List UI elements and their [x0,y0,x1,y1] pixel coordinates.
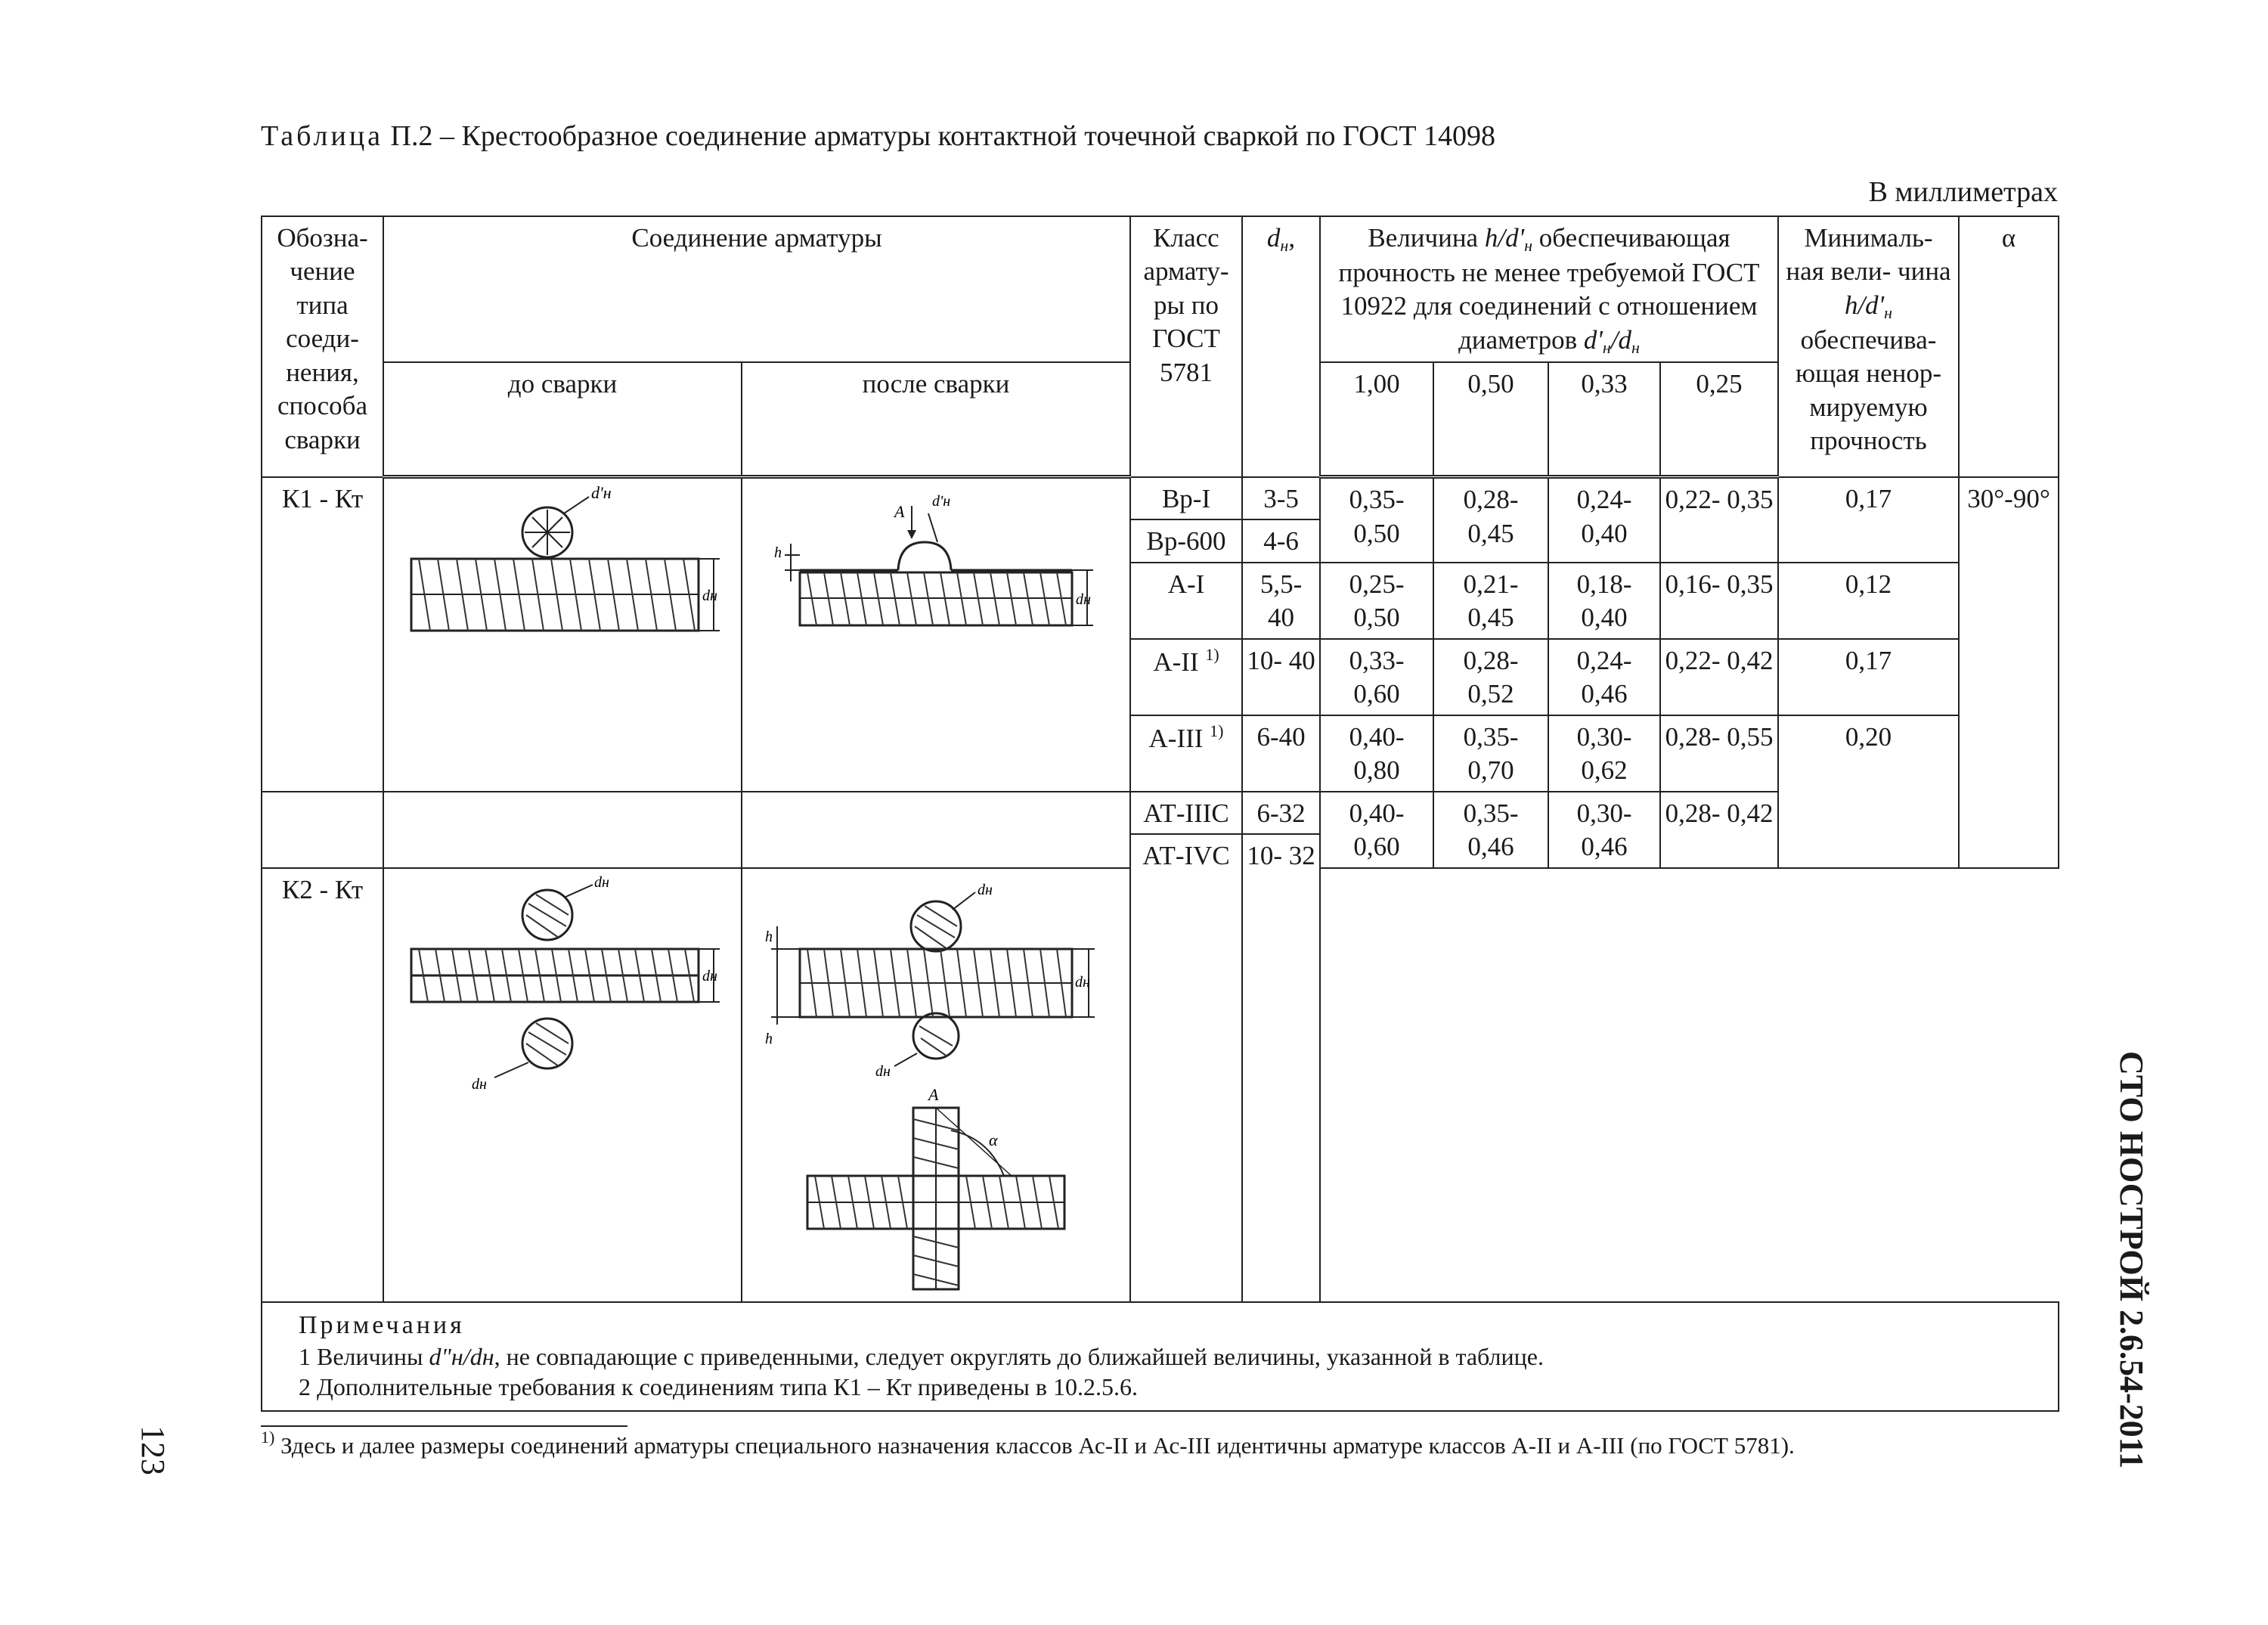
cell-ratio: 0,24- 0,46 [1548,639,1660,715]
row-k2-designation-spacer [262,792,383,868]
footnote-rule [261,1425,627,1427]
k2-before-dn-side-label: dн [702,967,717,985]
k1-after-dn-prime-label: d'н [932,493,951,510]
cell-ratio: 0,40- 0,60 [1320,792,1433,868]
figure-k1-before [383,477,742,792]
k2-after-h-top-label: h [765,928,773,945]
cell-ratio: 0,35- 0,70 [1433,715,1548,792]
notes-heading: Примечания [299,1310,465,1339]
cell-class: Вр-I [1130,477,1242,519]
cell-ratio: 0,30- 0,62 [1548,715,1660,792]
row-k1-designation: К1 - Кт [262,477,383,792]
header-after: после сварки [742,362,1130,477]
cell-class: А-III $^{1)}$ [1130,715,1242,792]
cell-ratio: 0,16- 0,35 [1660,563,1778,639]
cell-ratio: 0,22- 0,35 [1660,477,1778,563]
cell-dn: 6-40 [1242,715,1320,792]
cell-dn: 3-5 [1242,477,1320,519]
header-r050: 0,50 [1433,362,1548,477]
cell-ratio: 0,22- 0,42 [1660,639,1778,715]
header-dn: $d_н$, [1242,216,1320,477]
header-joint: Соединение арматуры [383,216,1130,362]
header-min: Минималь- ная вели- чина $h/d'_н$ обеспечива- ющая ненор- мируемую прочность [1778,216,1959,477]
cell-ratio: 0,35- 0,46 [1433,792,1548,868]
row-k2-designation: К2 - Кт [262,868,383,1302]
row-k2-spacer [742,792,1130,868]
figure-k1-after [742,477,1130,792]
k2-after-A-label: A [928,1084,939,1104]
page-number: 123 [135,1425,172,1475]
cell-class: АТ-IIIС [1130,792,1242,834]
cell-ratio: 0,25- 0,50 [1320,563,1433,639]
header-alpha: α [1959,216,2059,477]
cell-ratio: 0,35- 0,50 [1320,477,1433,563]
cell-ratio: 0,21- 0,45 [1433,563,1548,639]
header-r033: 0,33 [1548,362,1660,477]
k2-after-alpha-label: α [989,1130,998,1149]
header-designation: Обозна- чение типа соеди- нения, способа сварки [262,216,383,477]
table-title [261,119,1495,153]
cell-ratio: 0,28- 0,55 [1660,715,1778,792]
note-2: 2 Дополнительные требования к соединениям типа К1 – Кт приведены в 10.2.5.6. [299,1373,1138,1401]
figure-k2-before [383,868,742,1302]
notes-block [262,1302,2059,1411]
cell-ratio: 0,18- 0,40 [1548,563,1660,639]
k1-before-dn-prime-label: d'н [591,483,612,503]
footnote: $^{1)}$ Здесь и далее размеры соединений арматуры специального назначения классов Ас-II и Ас-III идентичны арматуре классов А-II и А-III (по ГОСТ 5781). [261,1428,1795,1459]
k1-after-A-label: A [894,502,905,522]
k2-before-dn-top-label: dн [594,873,609,891]
cell-class: А-II $^{1)}$ [1130,639,1242,715]
document-code: СТО НОСТРОЙ 2.6.54-2011 [2113,1051,2150,1469]
k2-after-dn-side-label: dн [1075,973,1090,991]
k1-before-drawing [396,483,729,672]
row-k2-spacer [383,792,742,868]
header-r025: 0,25 [1660,362,1778,477]
k1-after-h-label: h [774,544,782,562]
header-ratio: Величина $h/d'_н$ обеспечивающая прочность не менее требуемой ГОСТ 10922 для соединений с отношением диаметров $d'_н/d_н$ [1320,216,1778,362]
k2-after-drawing [762,873,1110,1297]
k2-before-drawing [396,873,729,1100]
cell-min: 0,12 [1778,563,1959,639]
k2-before-dn-bottom-label: dн [472,1075,487,1093]
header-class: Класс армату- ры по ГОСТ 5781 [1130,216,1242,477]
cell-ratio: 0,28- 0,42 [1660,792,1778,868]
cell-ratio: 0,30- 0,46 [1548,792,1660,868]
units-label: В миллиметрах [1868,176,2058,208]
k2-after-dn-top-label: dн [978,881,993,898]
cell-class: Вр-600 [1130,519,1242,562]
cell-ratio: 0,40- 0,80 [1320,715,1433,792]
cell-dn: 10- 32 [1242,834,1320,1301]
cell-min: 0,20 [1778,715,1959,868]
cell-class: А-I [1130,563,1242,639]
k1-after-drawing [770,483,1102,672]
table-title-text: П.2 – Крестообразное соединение арматуры контактной точечной сваркой по ГОСТ 14098 [390,120,1496,152]
figure-k2-after [742,868,1130,1302]
cell-ratio: 0,24- 0,40 [1548,477,1660,563]
cell-dn: 6-32 [1242,792,1320,834]
header-before: до сварки [383,362,742,477]
header-r100: 1,00 [1320,362,1433,477]
cell-min: 0,17 [1778,477,1959,563]
cell-ratio: 0,28- 0,45 [1433,477,1548,563]
cell-class: АТ-IVС [1130,834,1242,1301]
cell-min: 0,17 [1778,639,1959,715]
k1-after-dn-label: dн [1076,591,1091,609]
cell-ratio: 0,33- 0,60 [1320,639,1433,715]
k1-before-dn-label: dн [702,588,717,605]
k2-after-dn-bottom-label: dн [875,1062,891,1080]
cell-dn: 5,5- 40 [1242,563,1320,639]
cell-dn: 10- 40 [1242,639,1320,715]
cell-ratio: 0,28- 0,52 [1433,639,1548,715]
note-1: 1 Величины d"н/dн, не совпадающие с приведенными, следует округлять до ближайшей величины, указанной в таблице. [299,1342,1544,1370]
cell-dn: 4-6 [1242,519,1320,562]
cell-alpha: 30°-90° [1959,477,2059,868]
table-title-prefix: Таблица [261,120,384,152]
k2-after-h-bottom-label: h [765,1030,773,1047]
main-table [261,216,2059,1412]
